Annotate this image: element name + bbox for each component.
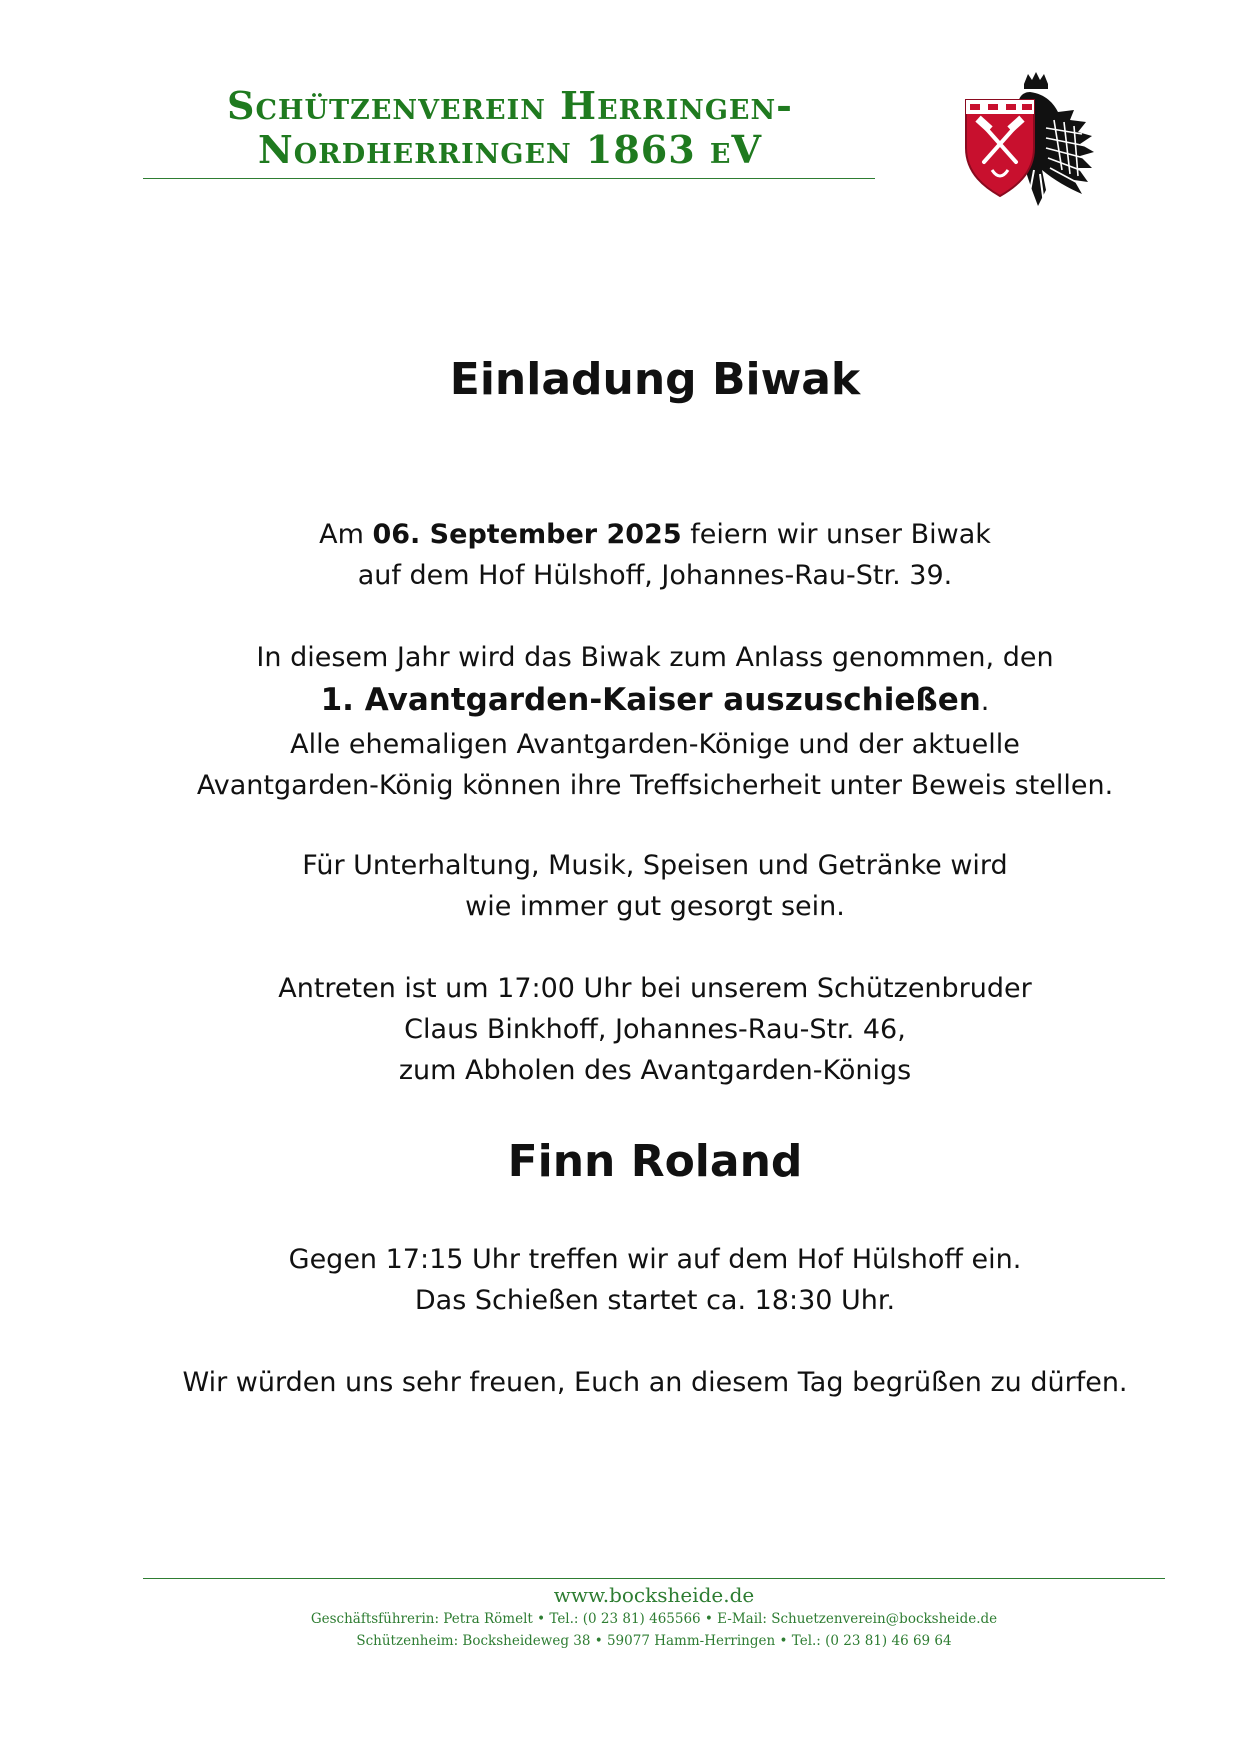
paragraph-schedule	[0, 1239, 1240, 1321]
organization-name-line2: Nordherringen 1863 eV	[258, 127, 762, 172]
assembly-line1: Antreten ist um 17:00 Uhr bei unserem Schützenbruder	[278, 973, 1032, 1004]
eagle-shield-crest-icon	[958, 70, 1118, 220]
footer-divider	[143, 1578, 1165, 1579]
date-suffix: feiern wir unser Biwak	[681, 519, 991, 550]
crown-icon	[1024, 72, 1048, 89]
assembly-line3: zum Abholen des Avantgarden-Königs	[398, 1055, 912, 1086]
occasion-highlight: 1. Avantgarden-Kaiser auszuschießen	[320, 682, 981, 718]
assembly-line2: Claus Binkhoff, Johannes-Rau-Str. 46,	[404, 1014, 906, 1045]
king-name: Finn Roland	[507, 1136, 803, 1187]
closing-greeting	[0, 1362, 1240, 1403]
schedule-line2: Das Schießen startet ca. 18:30 Uhr.	[414, 1285, 896, 1316]
paragraph-occasion	[0, 637, 1240, 806]
occasion-line4: Avantgarden-König können ihre Treffsicherheit unter Beweis stellen.	[196, 770, 1114, 801]
schedule-line1: Gegen 17:15 Uhr treffen wir auf dem Hof Hülshoff ein.	[288, 1244, 1022, 1275]
paragraph-assembly	[0, 968, 1240, 1091]
footer	[143, 1582, 1165, 1652]
occasion-intro: In diesem Jahr wird das Biwak zum Anlass genommen, den	[256, 642, 1054, 673]
occasion-period: .	[980, 686, 990, 717]
website-link[interactable]: www.bocksheide.de	[553, 1583, 755, 1607]
date-prefix: Am	[319, 519, 373, 550]
organization-name	[140, 84, 880, 172]
footer-address: Schützenheim: Bocksheideweg 38 • 59077 Hamm-Herringen • Tel.: (0 23 81) 46 69 64	[356, 1633, 952, 1649]
footer-contact: Geschäftsführerin: Petra Römelt • Tel.: (0 23 81) 465566 • E-Mail: Schuetzenverein@bocksheide.de	[310, 1611, 998, 1627]
entertainment-line1: Für Unterhaltung, Musik, Speisen und Getränke wird	[302, 850, 1008, 881]
entertainment-line2: wie immer gut gesorgt sein.	[465, 891, 845, 922]
paragraph-date	[0, 514, 1240, 596]
occasion-line3: Alle ehemaligen Avantgarden-Könige und der aktuelle	[290, 729, 1020, 760]
event-date: 06. September 2025	[372, 519, 682, 550]
header-divider	[143, 178, 875, 179]
event-location: auf dem Hof Hülshoff, Johannes-Rau-Str. 39.	[357, 560, 953, 591]
shield-icon	[966, 100, 1034, 196]
document-title: Einladung Biwak	[449, 354, 861, 405]
organization-name-line1: Schützenverein Herringen-	[227, 83, 793, 128]
closing-line: Wir würden uns sehr freuen, Euch an diesem Tag begrüßen zu dürfen.	[182, 1367, 1128, 1398]
paragraph-entertainment	[0, 845, 1240, 927]
